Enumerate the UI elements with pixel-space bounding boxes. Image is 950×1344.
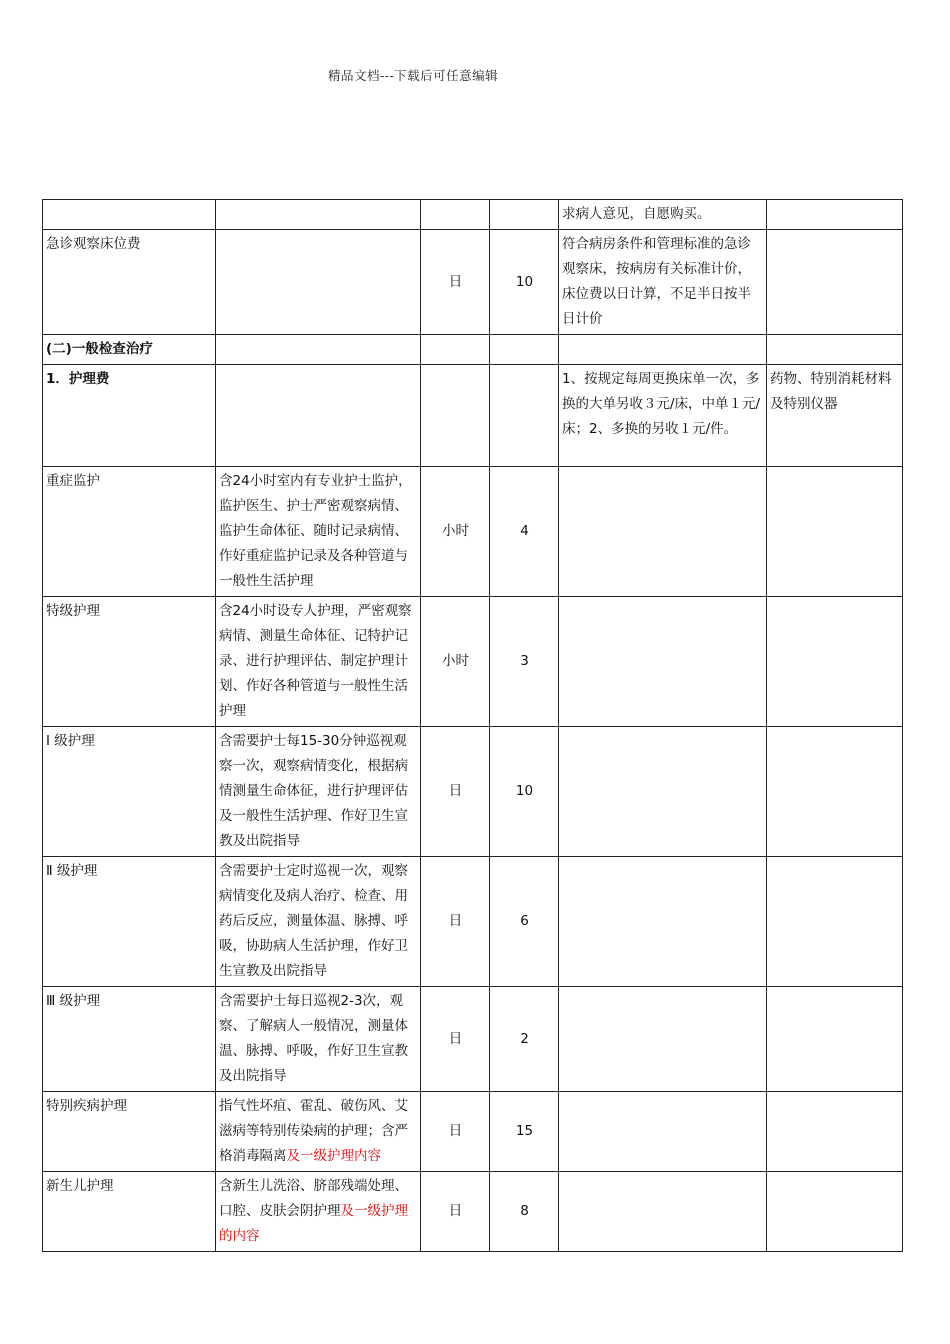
table-row	[43, 727, 903, 857]
item-name: 急诊观察床位费	[43, 230, 216, 335]
item-price	[490, 335, 559, 365]
item-name	[43, 200, 216, 230]
item-description	[559, 1092, 767, 1172]
item-unit: 日	[421, 1172, 490, 1252]
table-row	[43, 467, 903, 597]
item-price: 3	[490, 597, 559, 727]
content-text: 指气性坏疽、霍乱、破伤风、艾滋病等特别传染病的护理；含严格消毒隔离	[219, 1098, 408, 1164]
item-unit: 小时	[421, 467, 490, 597]
page-header: 精品文档---下载后可任意编辑	[328, 68, 499, 83]
item-note	[767, 1092, 903, 1172]
section-row	[43, 365, 903, 467]
item-price: 2	[490, 987, 559, 1092]
item-content: 含需要护士每日巡视2-3次，观察、了解病人一般情况，测量体温、脉搏、呼吸，作好卫生宣教及出院指导	[216, 987, 421, 1092]
item-content	[216, 365, 421, 467]
item-unit: 日	[421, 1092, 490, 1172]
item-unit	[421, 365, 490, 467]
item-name: 特别疾病护理	[43, 1092, 216, 1172]
item-note: 药物、特别消耗材料及特别仪器	[767, 365, 903, 467]
item-description	[559, 1172, 767, 1252]
item-description	[559, 727, 767, 857]
table-row	[43, 857, 903, 987]
item-name: 新生儿护理	[43, 1172, 216, 1252]
item-price: 10	[490, 230, 559, 335]
table-row	[43, 1172, 903, 1252]
item-unit: 日	[421, 987, 490, 1092]
content-highlight: 及一级护理的内容	[219, 1203, 408, 1244]
section-row	[43, 335, 903, 365]
fee-table	[42, 199, 903, 1252]
item-name: Ⅲ 级护理	[43, 987, 216, 1092]
content-highlight: 及一级护理内容	[286, 1148, 381, 1164]
item-price	[490, 365, 559, 467]
item-note	[767, 857, 903, 987]
item-content	[216, 335, 421, 365]
item-description: 1、按规定每周更换床单一次，多换的大单另收３元/床，中单１元/床；2、多换的另收１元/件。	[559, 365, 767, 467]
item-description	[559, 597, 767, 727]
section-title: (二)一般检查治疗	[43, 335, 216, 365]
item-unit: 日	[421, 230, 490, 335]
item-name: Ⅱ 级护理	[43, 857, 216, 987]
table-row	[43, 230, 903, 335]
content-text: 含新生儿洗浴、脐部残端处理、口腔、皮肤会阴护理	[219, 1178, 408, 1219]
item-name: Ⅰ 级护理	[43, 727, 216, 857]
item-content: 含需要护士每15-30分钟巡视观察一次，观察病情变化，根据病情测量生命体征，进行护理评估及一般性生活护理、作好卫生宣教及出院指导	[216, 727, 421, 857]
item-unit	[421, 335, 490, 365]
item-price: 4	[490, 467, 559, 597]
item-unit: 小时	[421, 597, 490, 727]
item-note	[767, 467, 903, 597]
item-name: 重症监护	[43, 467, 216, 597]
item-note	[767, 200, 903, 230]
item-price: 15	[490, 1092, 559, 1172]
section-title: 1．护理费	[43, 365, 216, 467]
table-row	[43, 1092, 903, 1172]
item-note	[767, 987, 903, 1092]
table-row	[43, 200, 903, 230]
item-price: 8	[490, 1172, 559, 1252]
item-description: 求病人意见，自愿购买。	[559, 200, 767, 230]
table-row	[43, 987, 903, 1092]
item-description: 符合病房条件和管理标准的急诊观察床，按病房有关标准计价，床位费以日计算，不足半日按半日计价	[559, 230, 767, 335]
item-unit: 日	[421, 727, 490, 857]
item-description	[559, 467, 767, 597]
item-unit	[421, 200, 490, 230]
item-note	[767, 597, 903, 727]
item-note	[767, 1172, 903, 1252]
item-note	[767, 727, 903, 857]
item-price	[490, 200, 559, 230]
item-content: 含需要护士定时巡视一次，观察病情变化及病人治疗、检查、用药后反应，测量体温、脉搏、呼吸，协助病人生活护理，作好卫生宣教及出院指导	[216, 857, 421, 987]
item-description	[559, 987, 767, 1092]
table-row	[43, 597, 903, 727]
item-note	[767, 335, 903, 365]
item-content	[216, 1092, 421, 1172]
item-description	[559, 335, 767, 365]
item-content	[216, 1172, 421, 1252]
item-price: 10	[490, 727, 559, 857]
item-content	[216, 230, 421, 335]
item-content	[216, 200, 421, 230]
item-content: 含24小时设专人护理，严密观察病情、测量生命体征、记特护记录、进行护理评估、制定护理计划、作好各种管道与一般性生活护理	[216, 597, 421, 727]
item-content: 含24小时室内有专业护士监护，监护医生、护士严密观察病情、监护生命体征、随时记录病情、作好重症监护记录及各种管道与一般性生活护理	[216, 467, 421, 597]
item-price: 6	[490, 857, 559, 987]
item-note	[767, 230, 903, 335]
item-unit: 日	[421, 857, 490, 987]
item-name: 特级护理	[43, 597, 216, 727]
item-description	[559, 857, 767, 987]
